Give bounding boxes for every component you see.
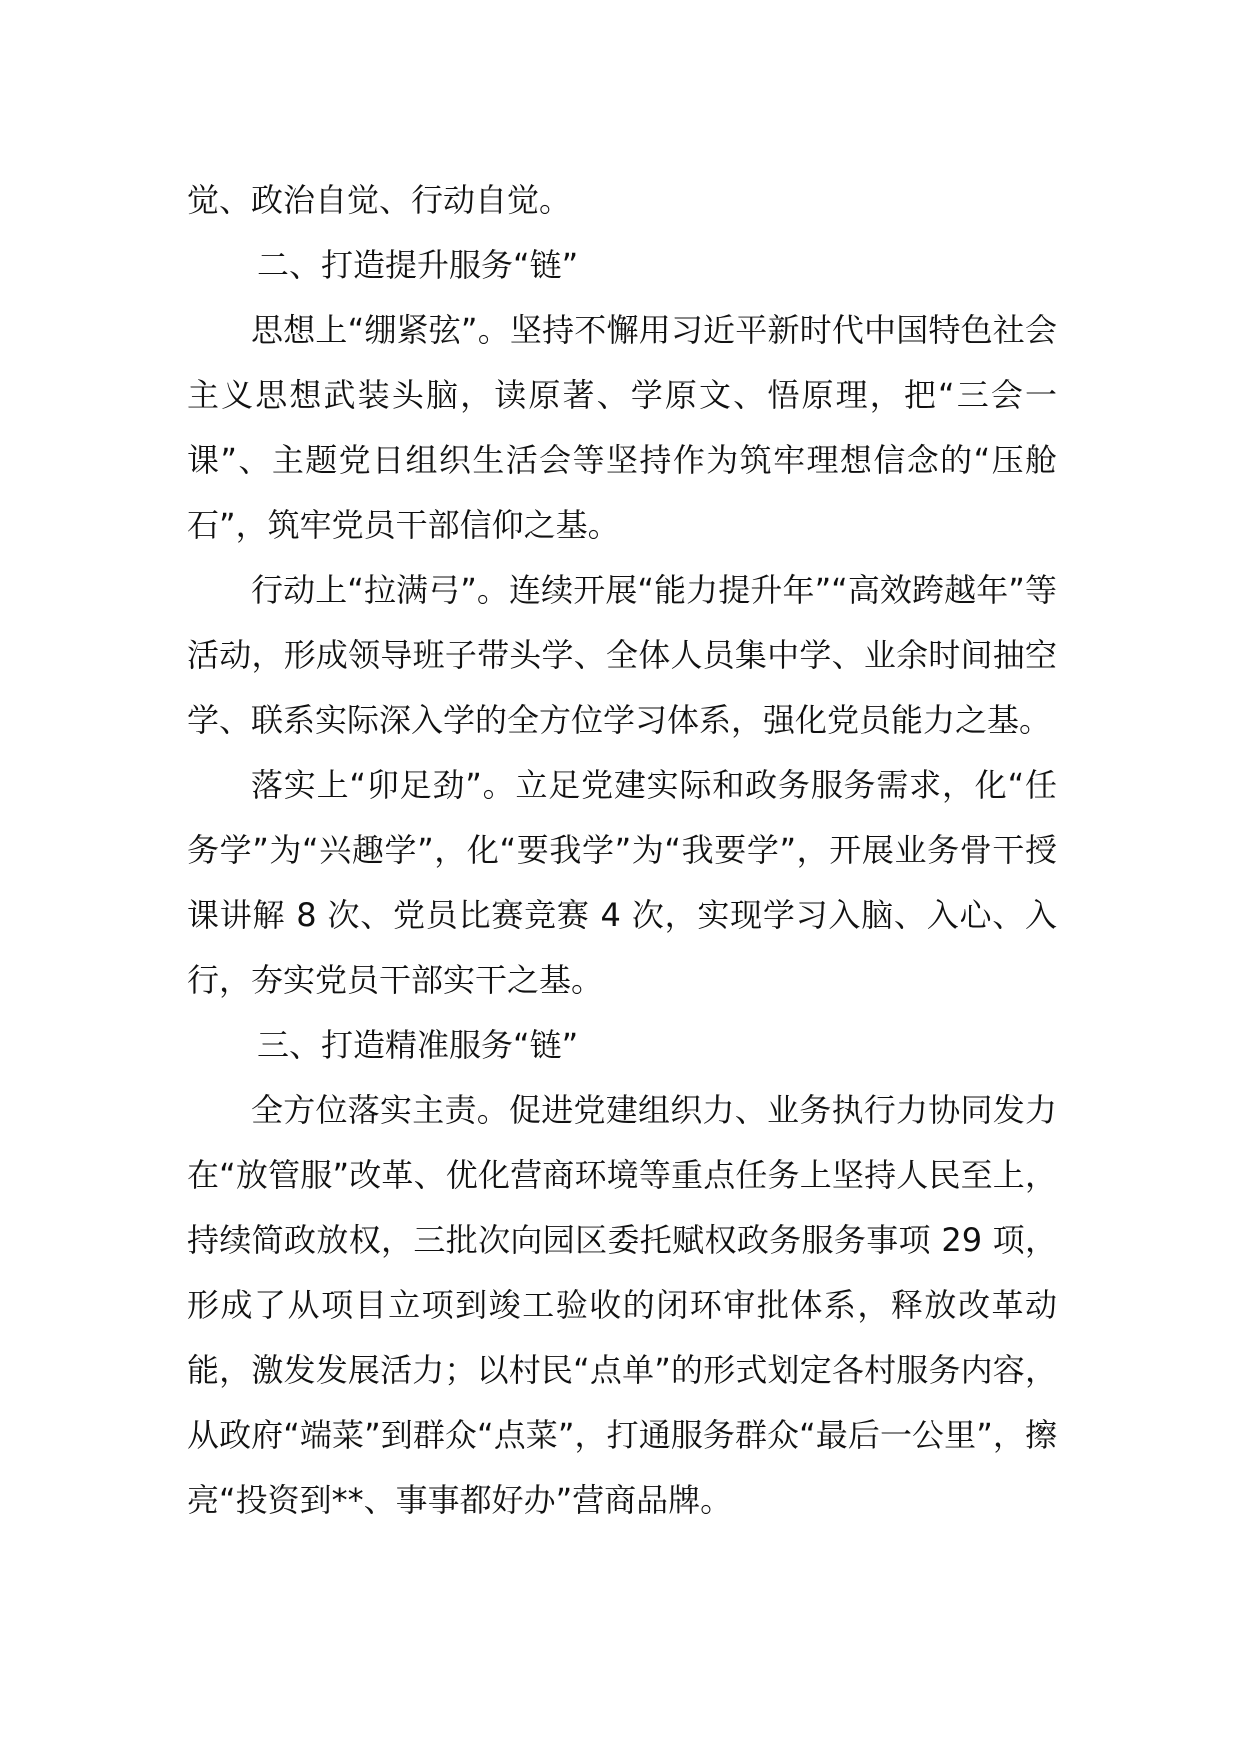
document-body [187, 168, 1057, 1533]
paragraph-thought: 思想上“绷紧弦”。坚持不懈用习近平新时代中国特色社会主义思想武装头脑，读原著、学原文、悟原理，把“三会一课”、主题党日组织生活会等坚持作为筑牢理想信念的“压舱石”，筑牢党员干部信仰之基。 [187, 311, 1057, 544]
paragraph-implementation: 落实上“卯足劲”。立足党建实际和政务服务需求，化“任务学”为“兴趣学”，化“要我学”为“我要学”，开展业务骨干授课讲解 8 次、党员比赛竞赛 4 次，实现学习入脑、入心、入行，夯实党员干部实干之基。 [187, 766, 1057, 999]
paragraph-action: 行动上“拉满弓”。连续开展“能力提升年”“高效跨越年”等活动，形成领导班子带头学、全体人员集中学、业余时间抽空学、联系实际深入学的全方位学习体系，强化党员能力之基。 [187, 571, 1057, 739]
paragraph-responsibility: 全方位落实主责。促进党建组织力、业务执行力协同发力在“放管服”改革、优化营商环境等重点任务上坚持人民至上，持续简政放权，三批次向园区委托赋权政务服务事项 29 项，形成了从项目立项到竣工验收的闭环审批体系，释放改革动能，激发发展活力；以村民“点单”的形式划定各村服务内容，从政府“端菜”到群众“点菜”，打通服务群众“最后一公里”，擦亮“投资到**、事事都好办”营商品牌。 [187, 1091, 1057, 1519]
paragraph-continuation: 觉、政治自觉、行动自觉。 [187, 181, 572, 219]
section-heading-3: 三、打造精准服务“链” [257, 1026, 579, 1064]
section-heading-2: 二、打造提升服务“链” [257, 246, 579, 284]
